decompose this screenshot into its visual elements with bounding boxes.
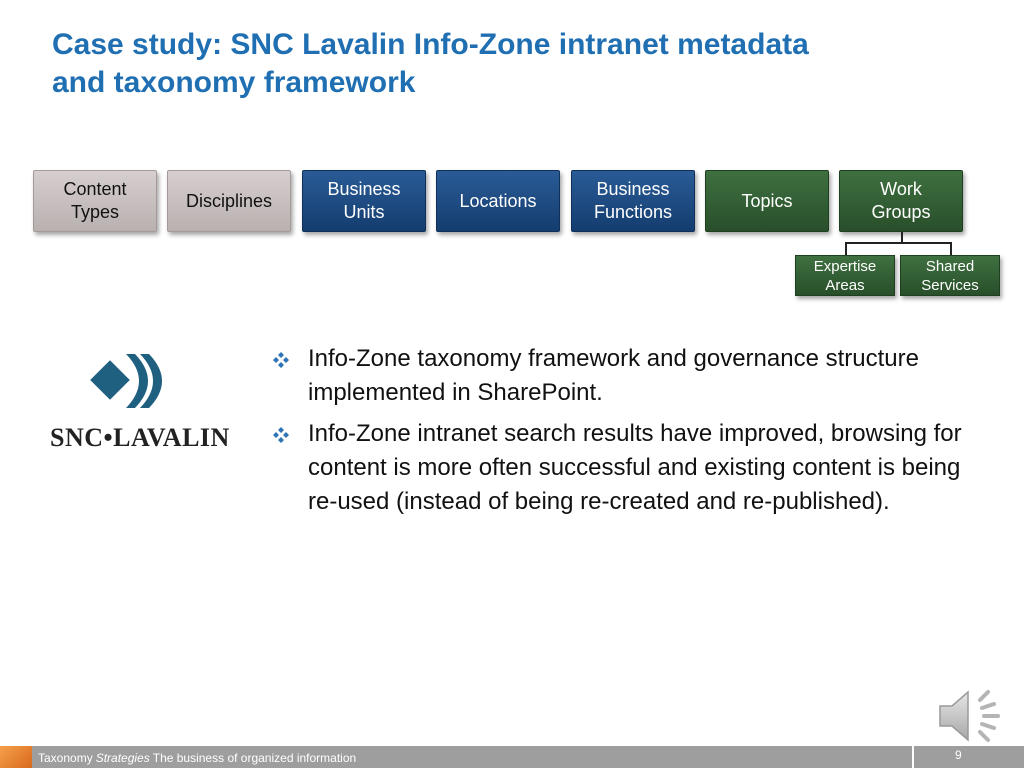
bullet-item xyxy=(272,342,982,410)
subfacet-shared-services xyxy=(900,255,1000,296)
facet-label-line-1: Business xyxy=(596,179,670,199)
footer-brand-part-1: Taxonomy xyxy=(38,751,93,765)
subfacet-expertise-areas xyxy=(795,255,895,296)
snc-lavalin-mark-icon xyxy=(90,350,170,412)
bullet-item xyxy=(272,417,982,519)
footer-brand xyxy=(38,751,356,765)
subfacet-label-line-2: Services xyxy=(921,276,979,294)
facet-label-line-1: Work xyxy=(880,179,922,199)
facet-label-line-1: Topics xyxy=(741,190,793,211)
four-diamond-bullet-icon xyxy=(272,351,290,369)
facet-label-line-1: Disciplines xyxy=(185,190,273,211)
facet-label-line-1: Locations xyxy=(459,190,537,211)
facet-work-groups xyxy=(839,170,963,232)
bullet-list xyxy=(272,342,982,526)
facet-label-line-1: Content xyxy=(63,179,127,199)
facet-business-units xyxy=(302,170,426,232)
facet-label-line-2: Functions xyxy=(593,202,673,222)
footer-brand-part-2: Strategies xyxy=(95,751,150,765)
speaker-icon[interactable] xyxy=(936,684,1006,748)
slide-title-line-2: and taxonomy framework xyxy=(52,66,416,99)
four-diamond-bullet-icon xyxy=(272,426,290,444)
facet-disciplines xyxy=(167,170,291,232)
facet-business-functions xyxy=(571,170,695,232)
tree-connector-bar xyxy=(845,242,952,244)
facet-label-line-1: Business xyxy=(327,179,401,199)
bullet-text: Info-Zone intranet search results have improved, browsing for content is more often successful and existing content is being re-used (instead of being re-created and re-published). xyxy=(308,420,962,515)
facet-label-line-2: Types xyxy=(70,202,120,222)
slide-title-line-1: Case study: SNC Lavalin Info-Zone intranet metadata xyxy=(52,28,809,61)
subfacet-label-line-1: Expertise xyxy=(813,257,877,275)
tree-connector-right xyxy=(950,242,952,255)
snc-lavalin-logo xyxy=(50,350,266,460)
footer-tagline: The business of organized information xyxy=(152,751,357,765)
facet-label-line-2: Units xyxy=(343,202,385,222)
facet-content-types xyxy=(33,170,157,232)
facet-topics xyxy=(705,170,829,232)
footer-brand-mark xyxy=(0,746,32,768)
subfacet-label-line-1: Shared xyxy=(925,257,975,275)
facet-locations xyxy=(436,170,560,232)
subfacet-label-line-2: Areas xyxy=(825,276,865,294)
snc-lavalin-wordmark: SNC•LAVALIN xyxy=(50,423,230,452)
footer-divider xyxy=(912,746,914,768)
slide-title xyxy=(52,26,972,102)
tree-connector-left xyxy=(845,242,847,255)
bullet-text: Info-Zone taxonomy framework and governance structure implemented in SharePoint. xyxy=(308,345,919,406)
footer-bar xyxy=(0,746,1024,768)
page-number: 9 xyxy=(955,748,962,762)
facet-label-line-2: Groups xyxy=(871,202,931,222)
